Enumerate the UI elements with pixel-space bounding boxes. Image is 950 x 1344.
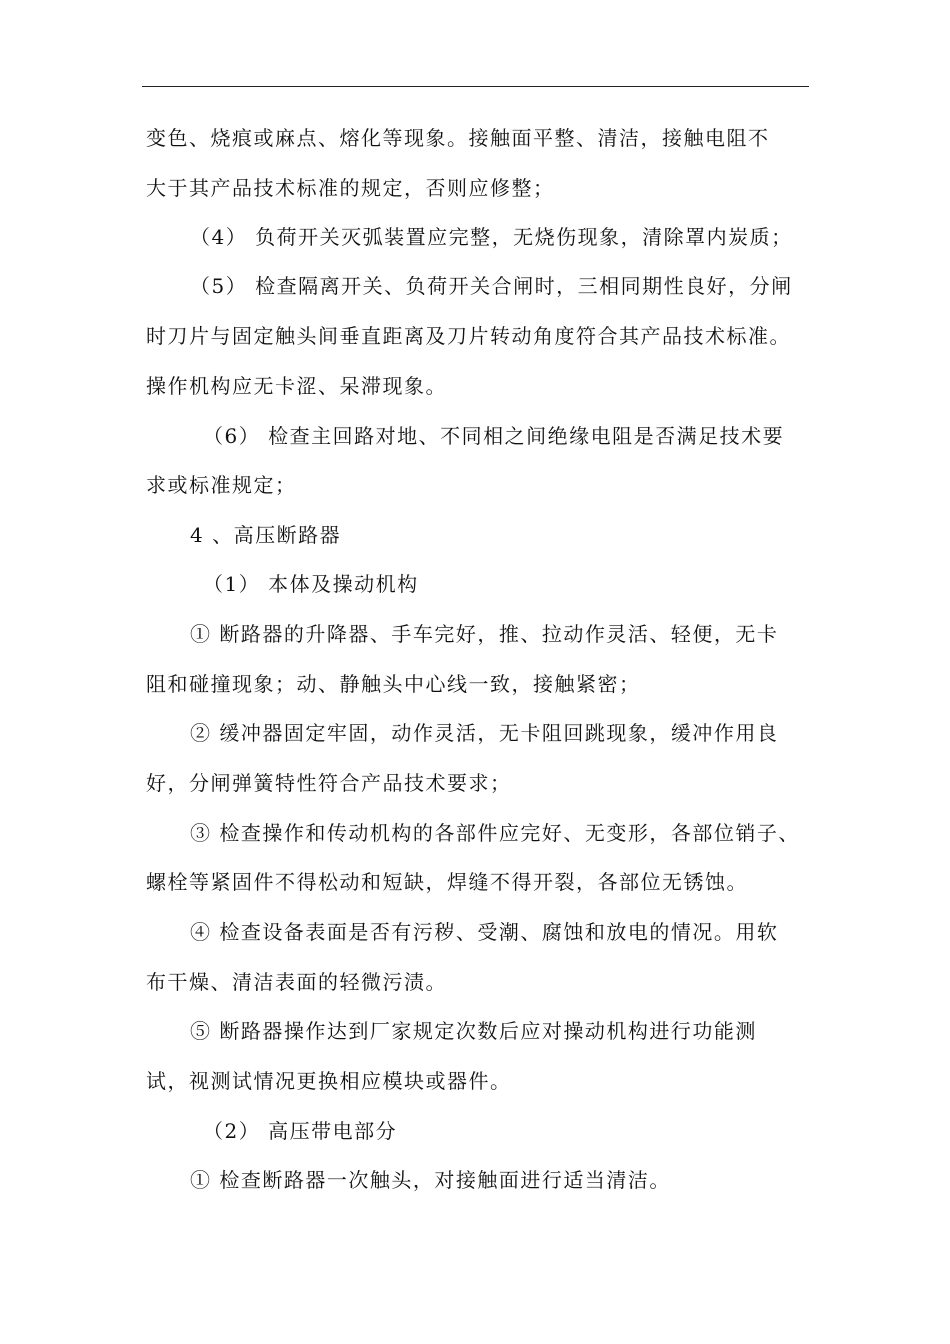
text-line: 好，分闸弹簧特性符合产品技术要求；	[146, 771, 512, 795]
text-line: 螺栓等紧固件不得松动和短缺，焊缝不得开裂，各部位无锈蚀。	[146, 870, 748, 894]
text-line: ② 缓冲器固定牢固，动作灵活，无卡阻回跳现象，缓冲作用良	[190, 721, 779, 745]
header-rule	[142, 86, 809, 87]
text-line: 时刀片与固定触头间垂直距离及刀片转动角度符合其产品技术标准。	[146, 324, 791, 348]
text-line: 试，视测试情况更换相应模块或器件。	[146, 1069, 512, 1093]
text-line: 求或标准规定；	[146, 473, 297, 497]
text-line: ③ 检查操作和传动机构的各部件应完好、无变形，各部位销子、	[190, 821, 800, 845]
section-heading: 4 、高压断路器	[190, 523, 342, 547]
text-line: （4） 负荷开关灭弧装置应完整，无烧伤现象，清除罩内炭质；	[190, 225, 793, 249]
subsection-heading: （1） 本体及操动机构	[203, 572, 419, 596]
text-line: ① 断路器的升降器、手车完好，推、拉动作灵活、轻便，无卡	[190, 622, 779, 646]
text-line: 操作机构应无卡涩、呆滞现象。	[146, 374, 447, 398]
text-line: 变色、烧痕或麻点、熔化等现象。接触面平整、清洁，接触电阻不	[146, 126, 770, 150]
text-line: 大于其产品技术标准的规定，否则应修整；	[146, 176, 555, 200]
text-line: 布干燥、清洁表面的轻微污渍。	[146, 970, 447, 994]
text-line: 阻和碰撞现象；动、静触头中心线一致，接触紧密；	[146, 672, 641, 696]
subsection-heading: （2） 高压带电部分	[203, 1119, 398, 1143]
text-line: ⑤ 断路器操作达到厂家规定次数后应对操动机构进行功能测	[190, 1019, 757, 1043]
text-line: ④ 检查设备表面是否有污秽、受潮、腐蚀和放电的情况。用软	[190, 920, 779, 944]
text-line: （5） 检查隔离开关、负荷开关合闸时，三相同期性良好，分闸	[190, 274, 793, 298]
text-line: （6） 检查主回路对地、不同相之间绝缘电阻是否满足技术要	[203, 424, 785, 448]
text-line: ① 检查断路器一次触头，对接触面进行适当清洁。	[190, 1168, 671, 1192]
